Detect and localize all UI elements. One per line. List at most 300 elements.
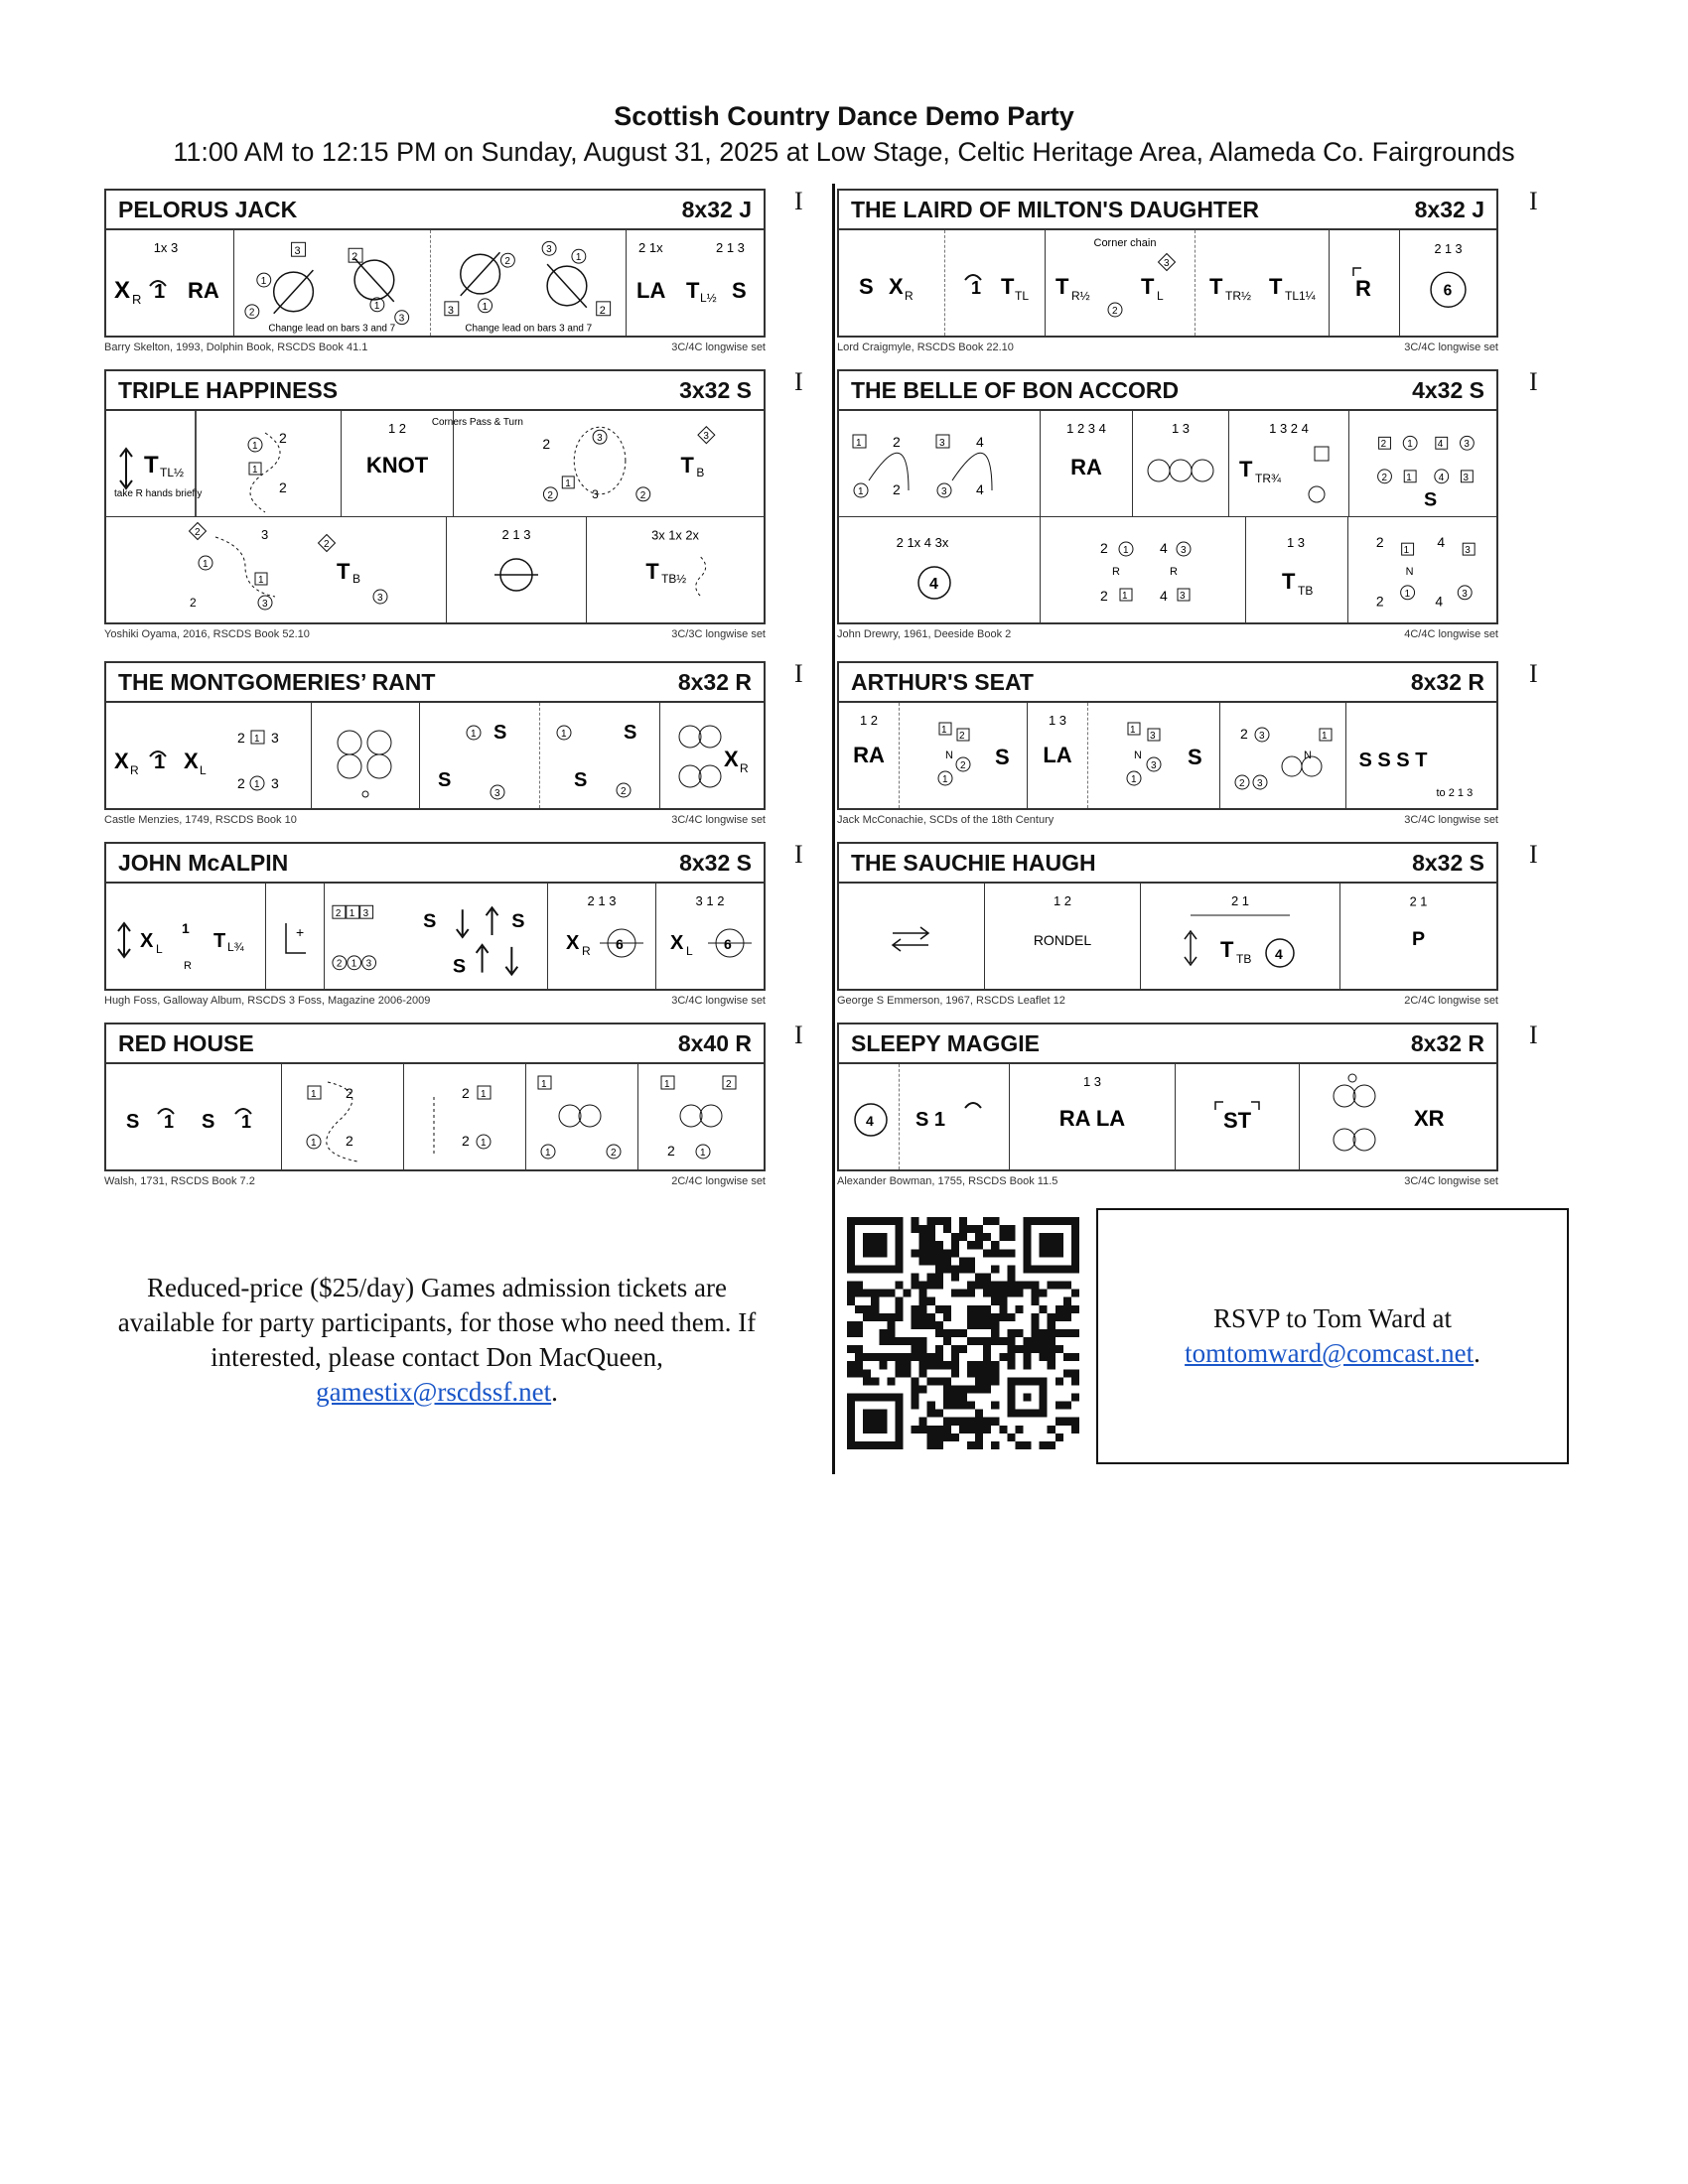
dance-set: 3C/4C longwise set (1404, 1175, 1498, 1187)
roman-numeral: I (794, 187, 803, 215)
figure-cell (1245, 517, 1347, 622)
dance-card-montgomeries-rant (104, 661, 766, 828)
figure-cell (1345, 703, 1496, 808)
svg-text:R: R (1112, 566, 1120, 578)
svg-text:1: 1 (154, 751, 166, 773)
svg-text:RA: RA (188, 278, 219, 303)
svg-text:1: 1 (258, 575, 264, 586)
figure-cell (1040, 411, 1132, 516)
figure-cell (1329, 230, 1399, 336)
cell-note: Change lead on bars 3 and 7 (268, 323, 396, 335)
figure-cell (1348, 411, 1496, 516)
svg-text:3: 3 (365, 958, 372, 970)
svg-text:2: 2 (248, 307, 255, 319)
svg-text:S: S (624, 722, 637, 744)
figure-cell (586, 517, 764, 622)
svg-text:1: 1 (471, 729, 477, 740)
svg-text:1: 1 (241, 1112, 252, 1132)
svg-text:1: 1 (700, 1148, 706, 1159)
svg-text:X: X (724, 747, 739, 771)
notice-text: Reduced-price ($25/day) Games admission tickets are available for party participants, for those who need them. If interested, please contact Don MacQueen, (117, 1273, 757, 1372)
svg-text:4: 4 (1438, 472, 1445, 483)
dance-name: RED HOUSE (118, 1029, 254, 1056)
svg-text:3: 3 (261, 527, 269, 542)
svg-text:X: X (114, 749, 129, 773)
cell-note: TR½ (1225, 289, 1252, 303)
dance-source: Castle Menzies, 1749, RSCDS Book 10 (104, 814, 297, 826)
svg-text:2: 2 (1100, 588, 1108, 604)
dance-card-arthurs-seat (837, 661, 1498, 828)
figure-cell (839, 230, 944, 336)
svg-text:1: 1 (575, 252, 581, 264)
figure-cell (1140, 884, 1339, 989)
figure-cell (525, 1064, 637, 1169)
svg-text:R: R (184, 960, 192, 972)
dance-name: THE MONTGOMERIES’ RANT (118, 668, 436, 695)
figure-cell (446, 517, 586, 622)
svg-text:1: 1 (664, 1079, 670, 1090)
svg-text:T: T (213, 930, 226, 952)
svg-text:6: 6 (724, 936, 732, 952)
svg-text:3: 3 (1257, 778, 1263, 789)
figure-cell (839, 1064, 899, 1169)
dance-card-pelorus-jack (104, 189, 766, 355)
svg-text:3: 3 (294, 245, 301, 258)
svg-text:S: S (859, 274, 874, 299)
cell-note: Corners Pass & Turn (431, 417, 523, 429)
svg-text:L: L (1157, 289, 1164, 303)
svg-text:1: 1 (561, 729, 567, 740)
svg-text:2: 2 (959, 731, 965, 742)
dance-set: 3C/4C longwise set (1404, 814, 1498, 826)
svg-text:2: 2 (237, 730, 245, 746)
svg-text:L: L (686, 944, 693, 958)
svg-text:2: 2 (1381, 472, 1388, 483)
dance-source: Hugh Foss, Galloway Album, RSCDS 3 Foss, Magazine 2006-2009 (104, 995, 431, 1007)
svg-text:2 1x: 2 1x (638, 240, 663, 255)
cell-note: RA (853, 743, 885, 767)
svg-text:T: T (1269, 274, 1283, 299)
svg-text:S: S (452, 955, 467, 978)
dance-card-sleepy-maggie (837, 1023, 1498, 1189)
svg-text:2: 2 (599, 304, 606, 317)
svg-text:3: 3 (1462, 588, 1468, 600)
svg-text:1: 1 (1404, 588, 1411, 600)
roman-numeral: I (794, 840, 803, 869)
cell-note: LA (1043, 743, 1072, 767)
figure-cell (311, 703, 419, 808)
column-divider (832, 184, 835, 1474)
svg-text:2: 2 (324, 539, 330, 550)
roman-numeral: I (794, 1021, 803, 1049)
figure-cell (106, 1064, 281, 1169)
dance-card-red-house (104, 1023, 766, 1189)
dance-form: 8x32 J (1414, 196, 1484, 222)
dance-set: 3C/4C longwise set (1404, 341, 1498, 353)
svg-text:3: 3 (1463, 472, 1469, 483)
svg-text:2: 2 (335, 908, 342, 920)
cell-note: ST (1222, 1108, 1252, 1133)
svg-text:S: S (493, 722, 507, 744)
svg-text:1: 1 (154, 281, 166, 303)
dance-form: 8x40 R (677, 1029, 752, 1056)
dance-form: 8x32 J (681, 196, 752, 222)
svg-text:2 1 3: 2 1 3 (1434, 241, 1463, 256)
dance-name: JOHN McALPIN (118, 849, 289, 876)
svg-text:2: 2 (462, 1085, 470, 1101)
figure-cell (1040, 517, 1245, 622)
figure-cell (539, 703, 659, 808)
figure-cell (1228, 411, 1348, 516)
svg-text:1: 1 (373, 300, 380, 312)
svg-text:N: N (1405, 565, 1414, 578)
svg-text:2: 2 (893, 434, 901, 450)
svg-text:2: 2 (542, 436, 551, 453)
dance-card-john-mcalpin (104, 842, 766, 1009)
svg-text:1: 1 (252, 465, 258, 476)
dance-set: 3C/3C longwise set (671, 628, 766, 640)
dance-source: George S Emmerson, 1967, RSCDS Leaflet 12 (837, 995, 1065, 1007)
svg-text:2: 2 (1375, 593, 1384, 610)
dance-source: Lord Craigmyle, RSCDS Book 22.10 (837, 341, 1014, 353)
svg-text:3: 3 (398, 313, 405, 325)
figure-cell (659, 703, 764, 808)
svg-text:4: 4 (1435, 593, 1444, 610)
figure-cell (1087, 703, 1219, 808)
figure-cell (430, 230, 627, 336)
dance-form: 8x32 R (1410, 668, 1484, 695)
dance-card-triple-happiness (104, 369, 766, 642)
svg-text:3: 3 (1259, 731, 1265, 742)
figure-cell (547, 884, 655, 989)
svg-text:1: 1 (1407, 439, 1413, 451)
dance-form: 8x32 S (1412, 849, 1484, 876)
svg-text:3: 3 (941, 486, 947, 497)
svg-text:3: 3 (494, 788, 500, 799)
svg-text:1 2: 1 2 (387, 421, 407, 436)
svg-text:S: S (438, 769, 452, 791)
rsvp-email-link[interactable]: tomtomward@comcast.net (1185, 1338, 1475, 1368)
svg-text:T: T (144, 452, 159, 478)
roman-numeral: I (1529, 659, 1538, 688)
svg-text:2: 2 (195, 527, 201, 538)
svg-text:3: 3 (1180, 591, 1186, 602)
cell-note: 4 (1275, 946, 1283, 962)
svg-text:3: 3 (447, 304, 454, 317)
figure-cell (1175, 1064, 1299, 1169)
svg-text:1: 1 (482, 301, 488, 313)
svg-text:B: B (696, 465, 705, 479)
figure-cell (1009, 1064, 1175, 1169)
cell-note: to 2 1 3 (1436, 787, 1474, 799)
dance-set: 2C/4C longwise set (1404, 995, 1498, 1007)
dance-card-belle-of-bon-accord (837, 369, 1498, 642)
svg-text:2 1: 2 1 (1230, 893, 1250, 908)
svg-text:6: 6 (616, 936, 624, 952)
svg-text:4: 4 (976, 434, 984, 450)
cell-note: TB½ (661, 571, 687, 586)
svg-text:2: 2 (611, 1148, 617, 1159)
svg-text:L: L (156, 942, 163, 956)
svg-text:2: 2 (547, 489, 553, 501)
svg-text:R: R (132, 292, 142, 307)
svg-text:3: 3 (1181, 545, 1187, 556)
dance-name: SLEEPY MAGGIE (851, 1029, 1041, 1056)
figure-cell (944, 230, 1045, 336)
svg-text:3: 3 (377, 593, 383, 604)
cell-note: 6 (1443, 282, 1453, 300)
svg-text:T: T (1001, 274, 1015, 299)
dance-source: Jack McConachie, SCDs of the 18th Century (837, 814, 1055, 826)
roman-numeral: I (1529, 840, 1538, 869)
dance-name: THE BELLE OF BON ACCORD (851, 376, 1180, 403)
svg-text:2 1 3: 2 1 3 (716, 240, 745, 255)
svg-text:3: 3 (1465, 545, 1471, 557)
svg-text:2: 2 (352, 251, 358, 264)
dance-name: PELORUS JACK (118, 196, 298, 222)
svg-text:T: T (1141, 274, 1155, 299)
svg-text:2 1x 4 3x: 2 1x 4 3x (896, 535, 949, 550)
svg-text:1: 1 (311, 1089, 317, 1100)
dance-set: 4C/4C longwise set (1404, 628, 1498, 640)
svg-text:S: S (574, 769, 588, 791)
svg-text:1: 1 (311, 1138, 317, 1149)
figure-cell (1299, 1064, 1496, 1169)
figure-cell (1132, 411, 1228, 516)
svg-text:1x 3: 1x 3 (153, 240, 179, 255)
svg-text:1: 1 (941, 725, 947, 736)
svg-text:2: 2 (1100, 540, 1108, 556)
svg-text:R: R (740, 761, 749, 775)
svg-text:R½: R½ (1071, 289, 1090, 303)
dance-card-laird-of-miltons-daughter (837, 189, 1498, 355)
dance-set: 3C/4C longwise set (671, 814, 766, 826)
rsvp-text: RSVP to Tom Ward at (1213, 1303, 1452, 1333)
svg-text:S: S (511, 910, 525, 933)
dance-card-sauchie-haugh (837, 842, 1498, 1009)
svg-text:1: 1 (858, 486, 864, 497)
svg-text:R: R (130, 763, 139, 777)
svg-text:1 2: 1 2 (1053, 893, 1072, 908)
figure-cell (419, 703, 539, 808)
cell-note: XR (1414, 1106, 1445, 1131)
svg-text:2 1: 2 1 (1409, 893, 1428, 909)
svg-text:1: 1 (1123, 545, 1129, 556)
svg-text:4: 4 (1160, 540, 1168, 556)
svg-text:2: 2 (621, 786, 627, 797)
svg-text:2: 2 (1380, 439, 1387, 451)
svg-text:3: 3 (1151, 760, 1157, 771)
svg-text:1: 1 (1130, 725, 1136, 736)
notice-email-link[interactable]: gamestix@rscdssf.net (316, 1377, 552, 1407)
svg-text:X: X (114, 277, 131, 304)
svg-text:4: 4 (1437, 534, 1446, 551)
svg-text:1 2: 1 2 (859, 713, 879, 728)
roman-numeral: I (794, 659, 803, 688)
cell-note: S (1423, 488, 1438, 511)
svg-text:2: 2 (503, 256, 510, 268)
svg-text:1 2 3 4: 1 2 3 4 (1066, 421, 1106, 436)
cell-note: S (995, 745, 1010, 769)
svg-text:T: T (1209, 274, 1223, 299)
cell-note: take R hands briefly (114, 488, 203, 499)
qr-code-icon (847, 1217, 1079, 1449)
svg-text:3 1 2: 3 1 2 (695, 893, 725, 908)
cell-note: RA (1070, 455, 1102, 479)
svg-text:1: 1 (351, 958, 357, 970)
svg-text:L¾: L¾ (227, 940, 244, 954)
svg-text:1: 1 (1406, 472, 1412, 483)
svg-text:T: T (1239, 457, 1253, 481)
cell-note: Corner chain (1093, 237, 1157, 249)
svg-text:X: X (889, 274, 904, 299)
svg-text:2: 2 (346, 1085, 353, 1101)
svg-text:N: N (1304, 750, 1312, 761)
cell-note: TL½ (160, 466, 185, 479)
svg-text:2: 2 (667, 1143, 675, 1159)
svg-text:2: 2 (1240, 726, 1248, 742)
svg-text:R: R (905, 289, 914, 303)
svg-text:1 3: 1 3 (1082, 1074, 1102, 1089)
dance-form: 4x32 S (1412, 376, 1484, 403)
svg-text:2: 2 (279, 430, 287, 446)
roman-numeral: I (1529, 187, 1538, 215)
roman-numeral: I (794, 367, 803, 396)
svg-text:3: 3 (271, 775, 279, 791)
rsvp-box: RSVP to Tom Ward at tomtomward@comcast.net. (1096, 1208, 1569, 1464)
figure-cell (431, 411, 764, 516)
page-subtitle: 11:00 AM to 12:15 PM on Sunday, August 31, 2025 at Low Stage, Celtic Heritage Area, Alameda Co. Fairgrounds (173, 137, 1515, 167)
figure-cell (106, 230, 233, 336)
roman-numeral: I (1529, 367, 1538, 396)
svg-text:2: 2 (237, 775, 245, 791)
figure-cell (1045, 230, 1195, 336)
dance-name: ARTHUR'S SEAT (851, 668, 1034, 695)
svg-text:3: 3 (362, 908, 369, 920)
cell-note: 4 (866, 1113, 874, 1129)
figure-cell (839, 884, 984, 989)
page-header (0, 99, 1688, 169)
svg-text:3: 3 (939, 438, 945, 449)
svg-text:N: N (1134, 750, 1142, 761)
svg-text:1: 1 (1403, 545, 1410, 557)
dance-source: John Drewry, 1961, Deeside Book 2 (837, 628, 1012, 640)
figure-cell (106, 411, 341, 516)
figure-cell (1219, 703, 1345, 808)
svg-text:2: 2 (639, 489, 646, 501)
figure-cell (1195, 230, 1329, 336)
svg-text:3: 3 (597, 433, 603, 445)
svg-text:1: 1 (545, 1148, 551, 1159)
svg-text:2 1 3: 2 1 3 (587, 893, 617, 908)
svg-text:2: 2 (1375, 534, 1384, 551)
page-title: Scottish Country Dance Demo Party (614, 101, 1074, 131)
dance-form: 3x32 S (679, 376, 752, 403)
figure-cell (899, 703, 1027, 808)
figure-cell (265, 884, 324, 989)
svg-text:R: R (582, 944, 591, 958)
svg-text:2: 2 (462, 1133, 470, 1149)
svg-text:T: T (645, 558, 659, 584)
figure-cell (233, 230, 430, 336)
cell-note: S S S T (1358, 750, 1428, 771)
svg-text:X: X (670, 932, 684, 954)
svg-text:S: S (423, 910, 437, 933)
dance-form: 8x32 S (679, 849, 752, 876)
dance-name: TRIPLE HAPPINESS (118, 376, 339, 403)
figure-cell (637, 1064, 764, 1169)
svg-text:1: 1 (203, 559, 209, 570)
cell-note: Change lead on bars 3 and 7 (464, 323, 592, 335)
figure-cell (1027, 703, 1087, 808)
svg-text:1 3: 1 3 (1286, 535, 1306, 550)
cell-note: S (1188, 745, 1202, 769)
svg-text:3: 3 (1150, 731, 1156, 742)
svg-text:3x 1x 2x: 3x 1x 2x (651, 527, 699, 543)
dance-set: 3C/4C longwise set (671, 341, 766, 353)
svg-text:2: 2 (336, 958, 343, 970)
svg-text:3: 3 (1164, 258, 1170, 269)
svg-text:LA: LA (636, 278, 666, 303)
knot-label: KNOT (365, 453, 429, 478)
cell-note: RA LA (1058, 1106, 1126, 1131)
svg-text:1: 1 (481, 1089, 487, 1100)
svg-text:1: 1 (260, 275, 267, 287)
svg-text:4: 4 (976, 481, 984, 497)
svg-text:1: 1 (1322, 731, 1328, 742)
svg-text:B: B (352, 572, 361, 586)
svg-text:1: 1 (254, 734, 260, 745)
figure-cell (626, 230, 764, 336)
figure-cell (839, 411, 1040, 516)
svg-text:1 3 2 4: 1 3 2 4 (1269, 421, 1309, 436)
svg-text:2: 2 (1239, 778, 1245, 789)
svg-text:2: 2 (893, 481, 901, 497)
svg-text:X: X (184, 749, 199, 773)
svg-text:N: N (945, 750, 953, 761)
svg-text:1: 1 (254, 779, 260, 790)
figure-cell (899, 1064, 1009, 1169)
figure-cell (106, 884, 265, 989)
figure-cell (281, 1064, 403, 1169)
cell-note: TR¾ (1255, 472, 1282, 485)
svg-text:2: 2 (1112, 306, 1118, 317)
svg-text:3: 3 (703, 431, 709, 443)
cell-note: P (1411, 927, 1426, 950)
svg-text:3: 3 (592, 486, 599, 501)
svg-text:T: T (1055, 274, 1069, 299)
figure-cell (324, 884, 547, 989)
svg-text:2 1 3: 2 1 3 (501, 527, 531, 542)
svg-text:2: 2 (726, 1079, 732, 1090)
svg-text:+: + (296, 924, 305, 940)
svg-text:S: S (732, 278, 747, 303)
svg-text:2: 2 (346, 1133, 353, 1149)
svg-text:T: T (337, 559, 351, 584)
svg-text:3: 3 (262, 599, 268, 610)
figure-cell (839, 517, 1040, 622)
svg-text:1 3: 1 3 (1171, 421, 1191, 436)
cell-note: TL1¼ (1285, 289, 1316, 303)
roman-numeral: I (1529, 1021, 1538, 1049)
figure-cell (1347, 517, 1496, 622)
svg-text:X: X (140, 930, 154, 952)
figure-cell (1339, 884, 1496, 989)
cell-note: RONDEL (1033, 932, 1092, 948)
dance-source: Barry Skelton, 1993, Dolphin Book, RSCDS Book 41.1 (104, 341, 368, 353)
svg-text:T: T (686, 278, 700, 303)
svg-text:R: R (1355, 276, 1371, 301)
